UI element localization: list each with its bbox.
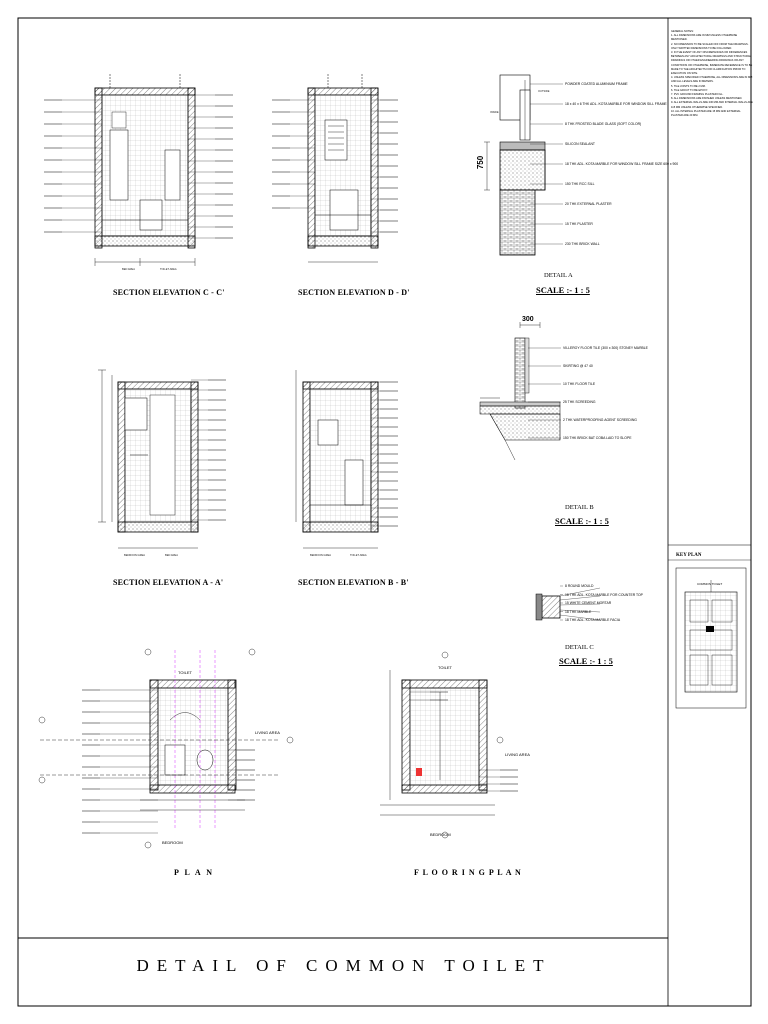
detail-c-title: DETAIL C [565,644,594,651]
general-note: 3. IN THE EVENT OF ANY DISCREPANCIES OR DIFFERENCES BETWEEN ANY ARCHITECTURAL DRAWINGS AND STRUCTURAL DRAWINGS OR OTHER ENGINEERING DRAWINGS OR ANY CONDITIONS OR OTHERWISE, IMMEDIATE REFERENCE IS TO BE MADE TO THE ARCHITECTS FOR CLARIFICATION PRIOR TO EXECUTION ON SITE. [671,51,753,76]
detail-c-note: 18 THK ADL. KOTA MARBLE FOR COUNTER TOP [565,592,643,597]
svg-text:BED AREA: BED AREA [122,268,135,271]
svg-text:INSIDE: INSIDE [490,111,499,114]
key-plan-drawing [676,568,746,708]
detail-b-note: 25 THK SCREEDING [563,400,596,404]
detail-a-note: 20 THK EXTERNAL PLASTER [565,202,612,206]
section-dd-drawing [308,74,378,262]
section-dd-title: SECTION ELEVATION D - D' [298,288,410,297]
plan-title: P L A N [174,868,215,877]
svg-text:BEDROOM AREA: BEDROOM AREA [310,554,332,557]
general-note: 6. TILE GROUT TO BE EPOXY. [671,88,708,92]
detail-b-drawing [480,322,560,460]
general-note: 7. PVC GROUND FRAMING PLASTER FILL. [671,93,724,97]
detail-b-note: SKIRTING @ 47 40 [563,364,593,368]
detail-a-scale: SCALE :- 1 : 5 [536,285,590,295]
detail-a-title: DETAIL A [544,272,573,279]
detail-c-scale: SCALE :- 1 : 5 [559,656,613,666]
detail-a-note: 18 x 40 x 6 THK ADL. KOTA MARBLE FOR WINDOW SILL FRAME [565,102,667,106]
flooring-living-label: LIVING AREA [505,752,530,757]
detail-a-note: POWDER COATED ALUMINIUM FRAME [565,82,628,86]
detail-b-dimension: 300 [522,316,534,323]
title-block-frame [668,18,751,1006]
detail-c-note: 15 WHITE CEMENT MORTAR [565,601,612,605]
general-note: 5. TILE JOINTS TO BE 2 MM. [671,84,706,88]
detail-a-note: SILICON SEALANT [565,142,595,146]
plan-bedroom-label: BEDROOM [162,840,183,845]
section-aa-drawing [98,370,198,557]
svg-text:BEDROOM AREA: BEDROOM AREA [124,554,146,557]
svg-text:TOILET AREA: TOILET AREA [160,268,177,271]
section-aa-title: SECTION ELEVATION A - A' [113,578,224,587]
detail-c-note: 18 THK ADL. KOTA MARBLE FACIA [565,618,621,622]
key-plan-title: KEY PLAN [676,553,702,558]
flooring-toilet-label: TOILET [438,665,452,670]
detail-c-note: 8 ROUND MOULD [565,584,594,588]
svg-text:TOILET AREA: TOILET AREA [350,554,367,557]
section-bb-drawing [296,370,378,557]
detail-b-note: VILLEROY FLOOR TILE (300 x 300) STONEY MARBLE [563,346,648,350]
detail-a-note: 150 THK RCC SILL [565,182,595,186]
flooring-plan-drawing [380,652,503,838]
detail-b-note: 10 THK FLOOR TILE [563,382,596,386]
detail-b-scale: SCALE :- 1 : 5 [555,516,609,526]
general-notes [671,30,753,118]
general-note: 2. NO DIMENSION TO BE SCALED OFF FROM THE DRAWINGS. ONLY WRITTEN DIMENSIONS TO BE FOLLOWED. [671,42,749,50]
detail-b-note: 2 THK WATERPROOFING AGENT SCREEDING [563,418,637,422]
section-bb-title: SECTION ELEVATION B - B' [298,578,409,587]
detail-b-note: 150 THK BRICK BAT COBA LAID TO SLOPE [563,436,632,440]
general-note: 4. UNLESS SPECIFIED OTHERWISE, ALL DIMENSIONS ARE IN MM AND ALL LEVELS ARE IN METERS. [671,76,753,84]
detail-a-note: 230 THK BRICK WALL [565,242,600,246]
detail-a-dimension: 750 [476,155,486,170]
detail-b-title: DETAIL B [565,504,594,511]
sheet-title: DETAIL OF COMMON TOILET [136,956,552,975]
general-note: 10. ALL INTERNAL PLASTER ARE 15 MM AND EXTERNAL PLASTER ARE 20 MM. [671,109,741,118]
flooring-bedroom-label: BEDROOM [430,832,451,837]
svg-text:OUTSIDE: OUTSIDE [538,90,550,93]
detail-c-note: 18 THK MARBLE [565,609,592,614]
general-note: 9. ALL EXTERNAL WALLS ARE 230 MM AND INTERNAL WALLS ARE 115 MM UNLESS OTHERWISE SPECIFIED. [671,101,753,109]
plan-drawing [39,649,293,848]
detail-a-drawing [484,75,550,255]
general-note: 8. ALL DIMENSIONS ARE FINISHED UNLESS MENTIONED. [671,97,743,101]
detail-a-note: 18 THK ADL. KOTA MARBLE FOR WINDOW SILL FRAME SIZE 600 x 900 [565,162,679,166]
general-note: 1. ALL DIMENSIONS ARE IN MM UNLESS OTHERWISE MENTIONED. [671,34,738,42]
detail-a-note: 15 THK PLASTER [565,222,593,226]
general-note: GENERAL NOTES: [671,30,694,33]
plan-toilet-label: TOILET [178,670,192,675]
key-plan-caption: COMMON TOILET [697,582,723,586]
plan-living-label: LIVING AREA [255,730,280,735]
section-cc-drawing [95,74,195,271]
section-cc-title: SECTION ELEVATION C - C' [113,288,225,297]
detail-a-note: 8 THK FROSTED BLADE GLASS (SOFT COLOR) [565,122,642,126]
svg-text:BED AREA: BED AREA [165,554,178,557]
flooring-plan-title: F L O O R I N G P L A N [414,868,522,877]
